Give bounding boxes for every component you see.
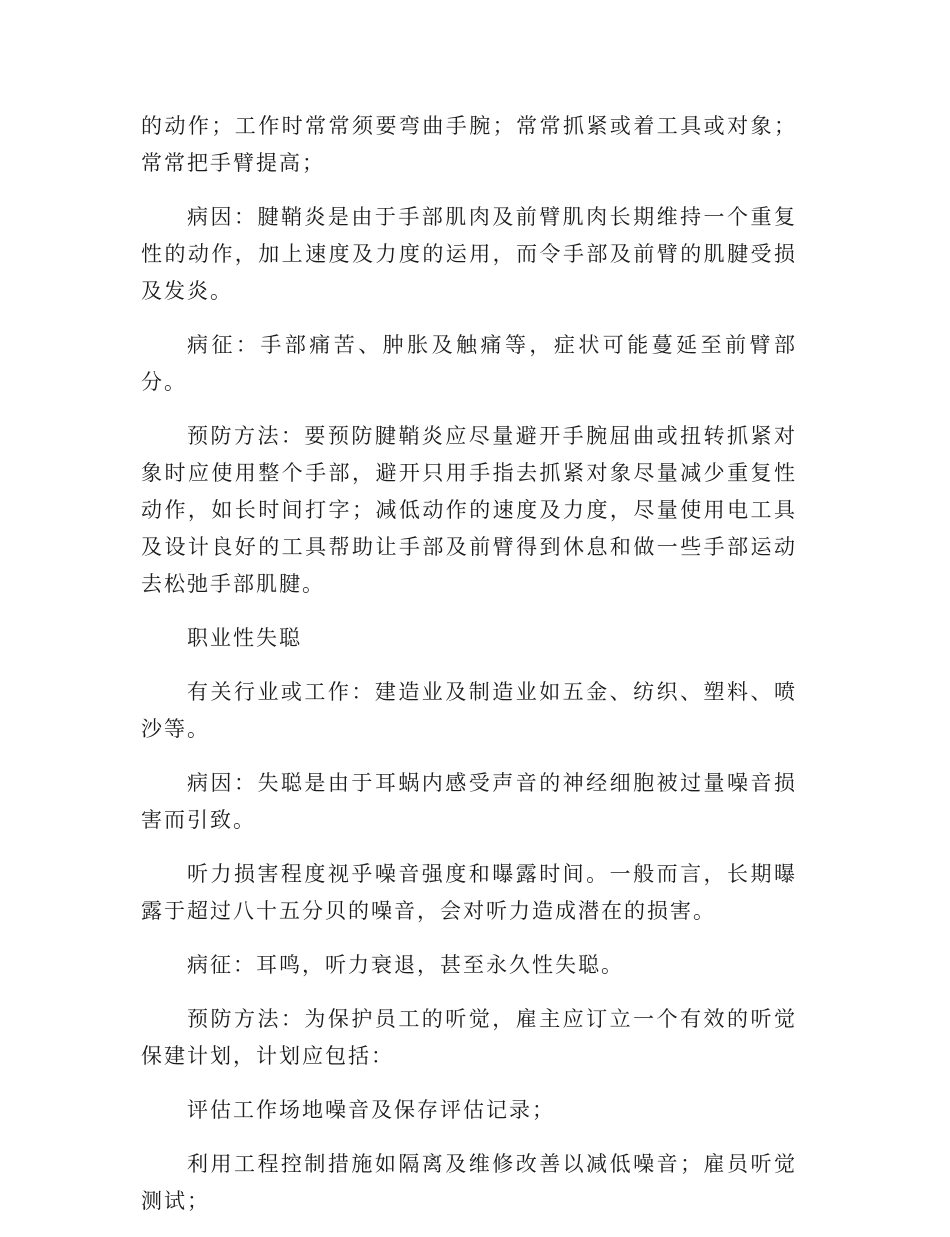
paragraph-cause-tenosynovitis: 病因：腱鞘炎是由于手部肌肉及前臂肌肉长期维持一个重复性的动作，加上速度及力度的运用，而令手部及前臂的肌腱受损及发炎。: [141, 205, 797, 303]
paragraph-symptoms-tenosynovitis: 病征：手部痛苦、肿胀及触痛等，症状可能蔓延至前臂部分。: [141, 333, 797, 394]
paragraph-prevention-hearing-loss: 预防方法：为保护员工的听觉，雇主应订立一个有效的听觉保建计划，计划应包括：: [141, 1007, 797, 1068]
list-item-engineering-controls: 利用工程控制措施如隔离及维修改善以减低噪音；雇员听觉测试；: [141, 1152, 797, 1213]
paragraph-related-industries: 有关行业或工作：建造业及制造业如五金、纺织、塑料、喷沙等。: [141, 680, 797, 741]
paragraph-continuation: 的动作；工作时常常须要弯曲手腕；常常抓紧或着工具或对象；常常把手臂提高；: [141, 114, 797, 175]
list-item-noise-assessment: 评估工作场地噪音及保存评估记录；: [187, 1098, 555, 1122]
paragraph-cause-hearing-loss: 病因：失聪是由于耳蜗内感受声音的神经细胞被过量噪音损害而引致。: [141, 771, 797, 832]
paragraph-symptoms-hearing-loss: 病征：耳鸣，听力衰退，甚至永久性失聪。: [187, 953, 624, 977]
section-heading-hearing-loss: 职业性失聪: [187, 626, 302, 650]
paragraph-hearing-damage-degree: 听力损害程度视乎噪音强度和曝露时间。一般而言，长期曝露于超过八十五分贝的噪音，会对听力造成潜在的损害。: [141, 862, 797, 923]
document-body: [141, 108, 797, 1237]
paragraph-prevention-tenosynovitis: 预防方法：要预防腱鞘炎应尽量避开手腕屈曲或扭转抓紧对象时应使用整个手部，避开只用手指去抓紧对象尽量减少重复性动作，如长时间打字；减低动作的速度及力度，尽量使用电工具及设计良好的工具帮助让手部及前臂得到休息和做一些手部运动去松弛手部肌腱。: [141, 424, 797, 596]
